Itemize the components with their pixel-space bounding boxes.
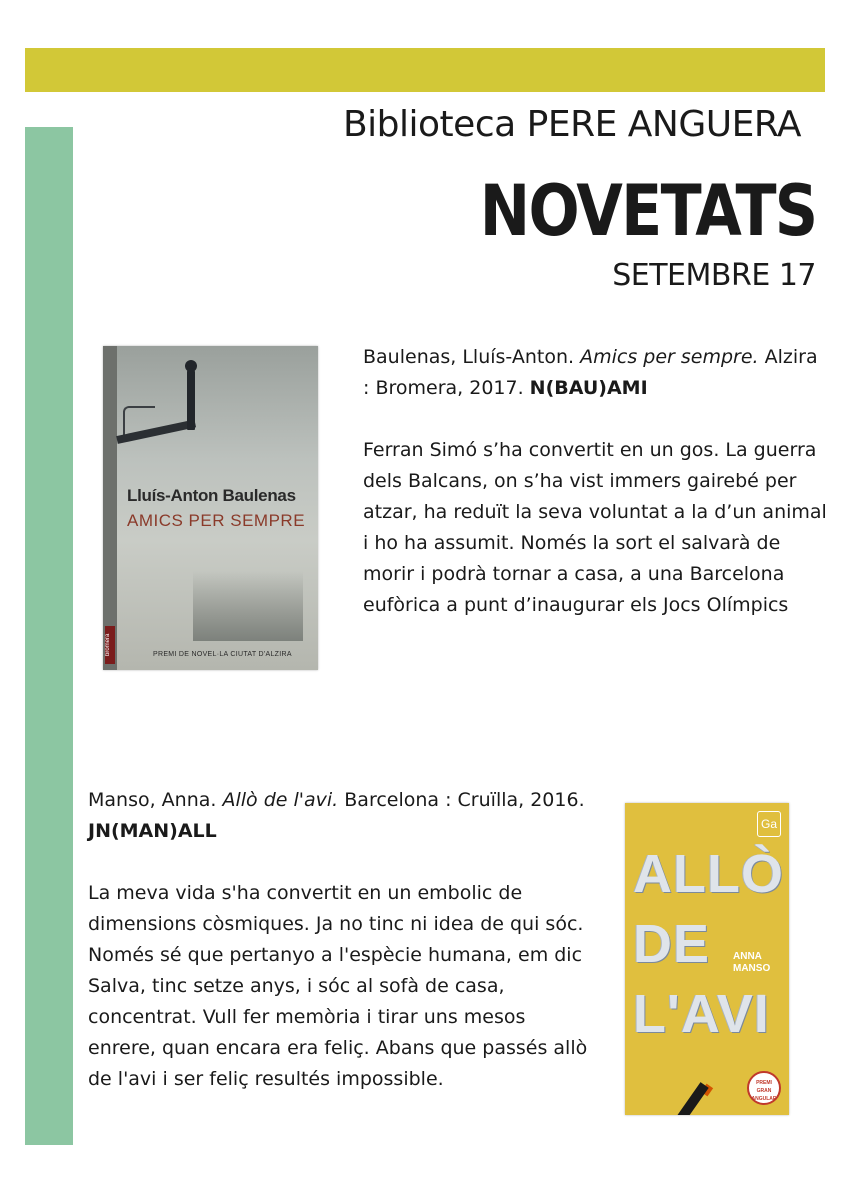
cover-spine-strip (103, 346, 117, 670)
book-summary: Ferran Simó s’ha convertit en un gos. La guerra dels Balcans, on s’ha vist immers gairebé per atzar, ha reduït la seva voluntat a la d’un animal i ho ha assumit. Només la sort el salvarà de morir i podrà tornar a casa, a una Barcelona eufòrica a punt d’inaugurar els Jocs Olímpics (363, 439, 827, 616)
book-title-ref: Allò de l'avi. (222, 789, 339, 811)
cover-publisher: bromera (105, 626, 115, 664)
cover-prize: PREMI DE NOVEL·LA CIUTAT D'ALZIRA (153, 651, 292, 658)
cover-prize-badge: PREMI GRAN ANGULAR (747, 1071, 781, 1105)
cover-title-line-1: ALLÒ (633, 844, 784, 904)
book-call-number: N(BAU)AMI (529, 377, 648, 399)
book-summary: La meva vida s'ha convertit en un embolic de dimensions còsmiques. Ja no tinc ni idea de qui sóc. Només sé que pertanyo a l'espècie humana, em dic Salva, tinc setze anys, i sóc al sofà de casa, concentrat. Vull fer memòria i tirar uns mesos enrere, quan encara era feliç. Abans que passés allò de l'avi i ser feliç resultés impossible. (88, 882, 588, 1090)
book-cover-amics-per-sempre (103, 346, 318, 670)
month-subtitle: SETEMBRE 17 (612, 258, 816, 293)
book-call-number: JN(MAN)ALL (88, 820, 217, 842)
cover-title-line-2: DE (633, 914, 711, 974)
book-publisher-ref: Barcelona : Cruïlla, 2016. (344, 789, 585, 811)
cover-author: Lluís-Anton Baulenas (127, 486, 296, 505)
book-entry-1 (363, 342, 828, 621)
cover-title: AMICS PER SEMPRE (127, 511, 306, 530)
cover-author: ANNA MANSO (733, 951, 771, 974)
cover-title-line-3: L'AVI (633, 984, 770, 1044)
book-author-ref: Baulenas, Lluís-Anton. (363, 346, 575, 368)
page-title: NOVETATS (479, 170, 816, 252)
cover-figure-body (187, 368, 195, 430)
top-decorative-bar (25, 48, 825, 92)
book-entry-2 (88, 785, 588, 1095)
side-decorative-bar (25, 127, 73, 1145)
book-publisher-ref: Alzira : Bromera, 2017. (363, 346, 818, 399)
book-reference (363, 342, 828, 404)
book-cover-allo-de-lavi (625, 803, 789, 1115)
library-name: Biblioteca PERE ANGUERA (342, 104, 801, 145)
cover-pencil (675, 1082, 708, 1115)
book-author-ref: Manso, Anna. (88, 789, 217, 811)
cover-collection-logo: Ga (757, 811, 781, 837)
book-title-ref: Amics per sempre. (580, 346, 759, 368)
book-reference (88, 785, 588, 847)
cover-city-skyline (193, 571, 303, 641)
